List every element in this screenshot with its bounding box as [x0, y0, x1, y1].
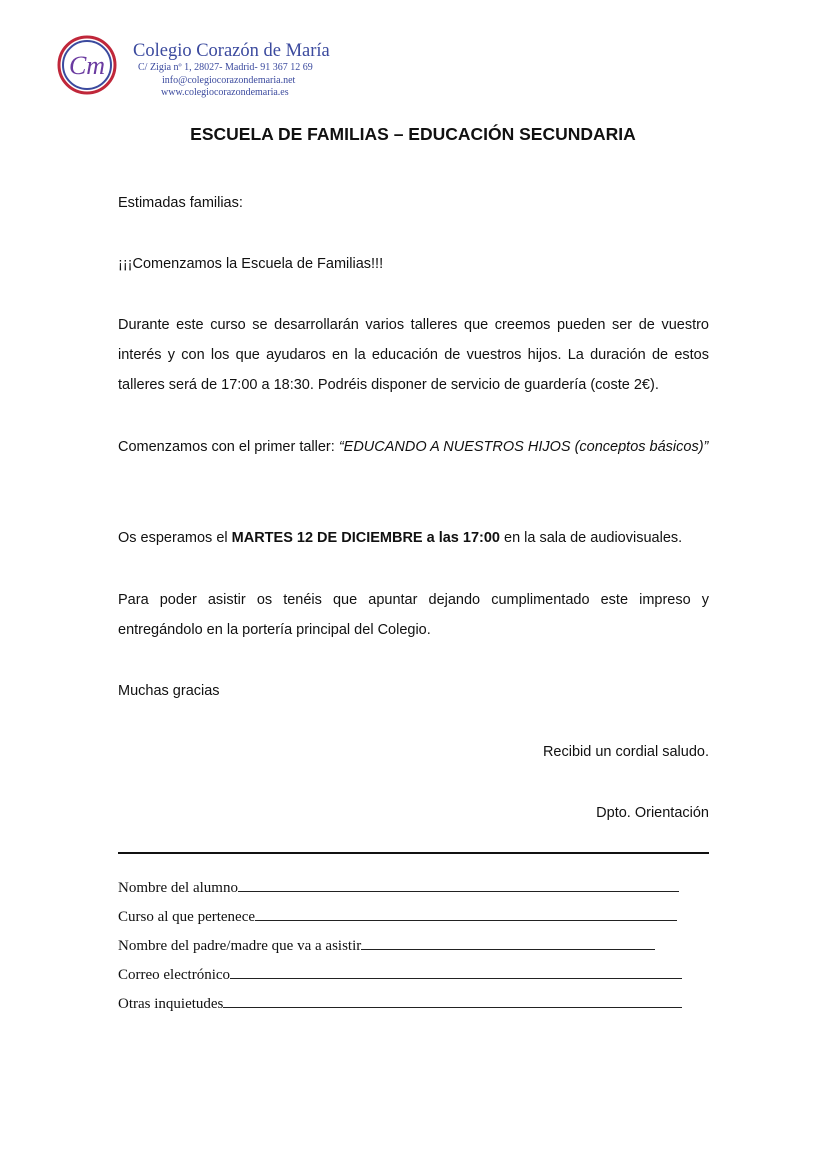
- paragraph-first-workshop: [118, 432, 709, 462]
- school-email: info@colegiocorazondemaria.net: [162, 74, 296, 86]
- school-website: www.colegiocorazondemaria.es: [161, 87, 289, 98]
- form-row-parent: [118, 932, 682, 961]
- email-field[interactable]: [230, 964, 682, 979]
- field-label: Nombre del alumno: [118, 880, 238, 896]
- form-row-other: [118, 990, 682, 1019]
- thanks: Muchas gracias: [118, 683, 220, 699]
- form-row-course: [118, 903, 682, 932]
- workshop-name: “EDUCANDO A NUESTROS HIJOS (conceptos básicos)”: [338, 439, 709, 455]
- workshop-intro: Comenzamos con el primer taller:: [118, 439, 339, 455]
- logo-letters: Cm: [68, 51, 106, 80]
- school-logo: [57, 35, 117, 95]
- announcement: ¡¡¡Comenzamos la Escuela de Familias!!!: [118, 256, 384, 272]
- field-label: Nombre del padre/madre que va a asistir: [118, 938, 362, 954]
- form-row-email: [118, 961, 682, 990]
- greeting: Estimadas familias:: [118, 195, 243, 211]
- event-date: MARTES 12 DE DICIEMBRE a las 17:00: [231, 530, 500, 546]
- letterhead: [133, 40, 330, 100]
- parent-name-field[interactable]: [361, 935, 655, 950]
- field-label: Correo electrónico: [118, 967, 231, 983]
- document-title: ESCUELA DE FAMILIAS – EDUCACIÓN SECUNDARIA: [190, 124, 636, 144]
- paragraph-date: [118, 523, 709, 553]
- closing: Recibid un cordial saludo.: [542, 744, 709, 760]
- field-label: Curso al que pertenece: [118, 909, 256, 925]
- course-field[interactable]: [255, 906, 677, 921]
- divider: [118, 852, 709, 854]
- paragraph-workshops: Durante este curso se desarrollarán varios talleres que creemos pueden ser de vuestro interés y con los que ayudaros en la educación de vuestros hijos. La duración de estos talleres será de 17:00 a 18:30. Podréis disponer de servicio de guardería (coste 2€).: [118, 317, 709, 393]
- student-name-field[interactable]: [238, 877, 679, 892]
- date-post: en la sala de audiovisuales.: [499, 530, 683, 546]
- other-concerns-field[interactable]: [223, 993, 682, 1008]
- signature: Dpto. Orientación: [596, 805, 709, 821]
- paragraph-registration: Para poder asistir os tenéis que apuntar dejando cumplimentado este impreso y entregándolo en la portería principal del Colegio.: [118, 592, 709, 638]
- field-label: Otras inquietudes: [118, 996, 224, 1012]
- school-address: C/ Zigia nº 1, 28027- Madrid- 91 367 12 69: [138, 62, 313, 73]
- date-pre: Os esperamos el: [118, 530, 232, 546]
- form-row-student-name: [118, 874, 682, 903]
- school-name: Colegio Corazón de María: [133, 41, 330, 61]
- registration-form: [118, 874, 682, 1019]
